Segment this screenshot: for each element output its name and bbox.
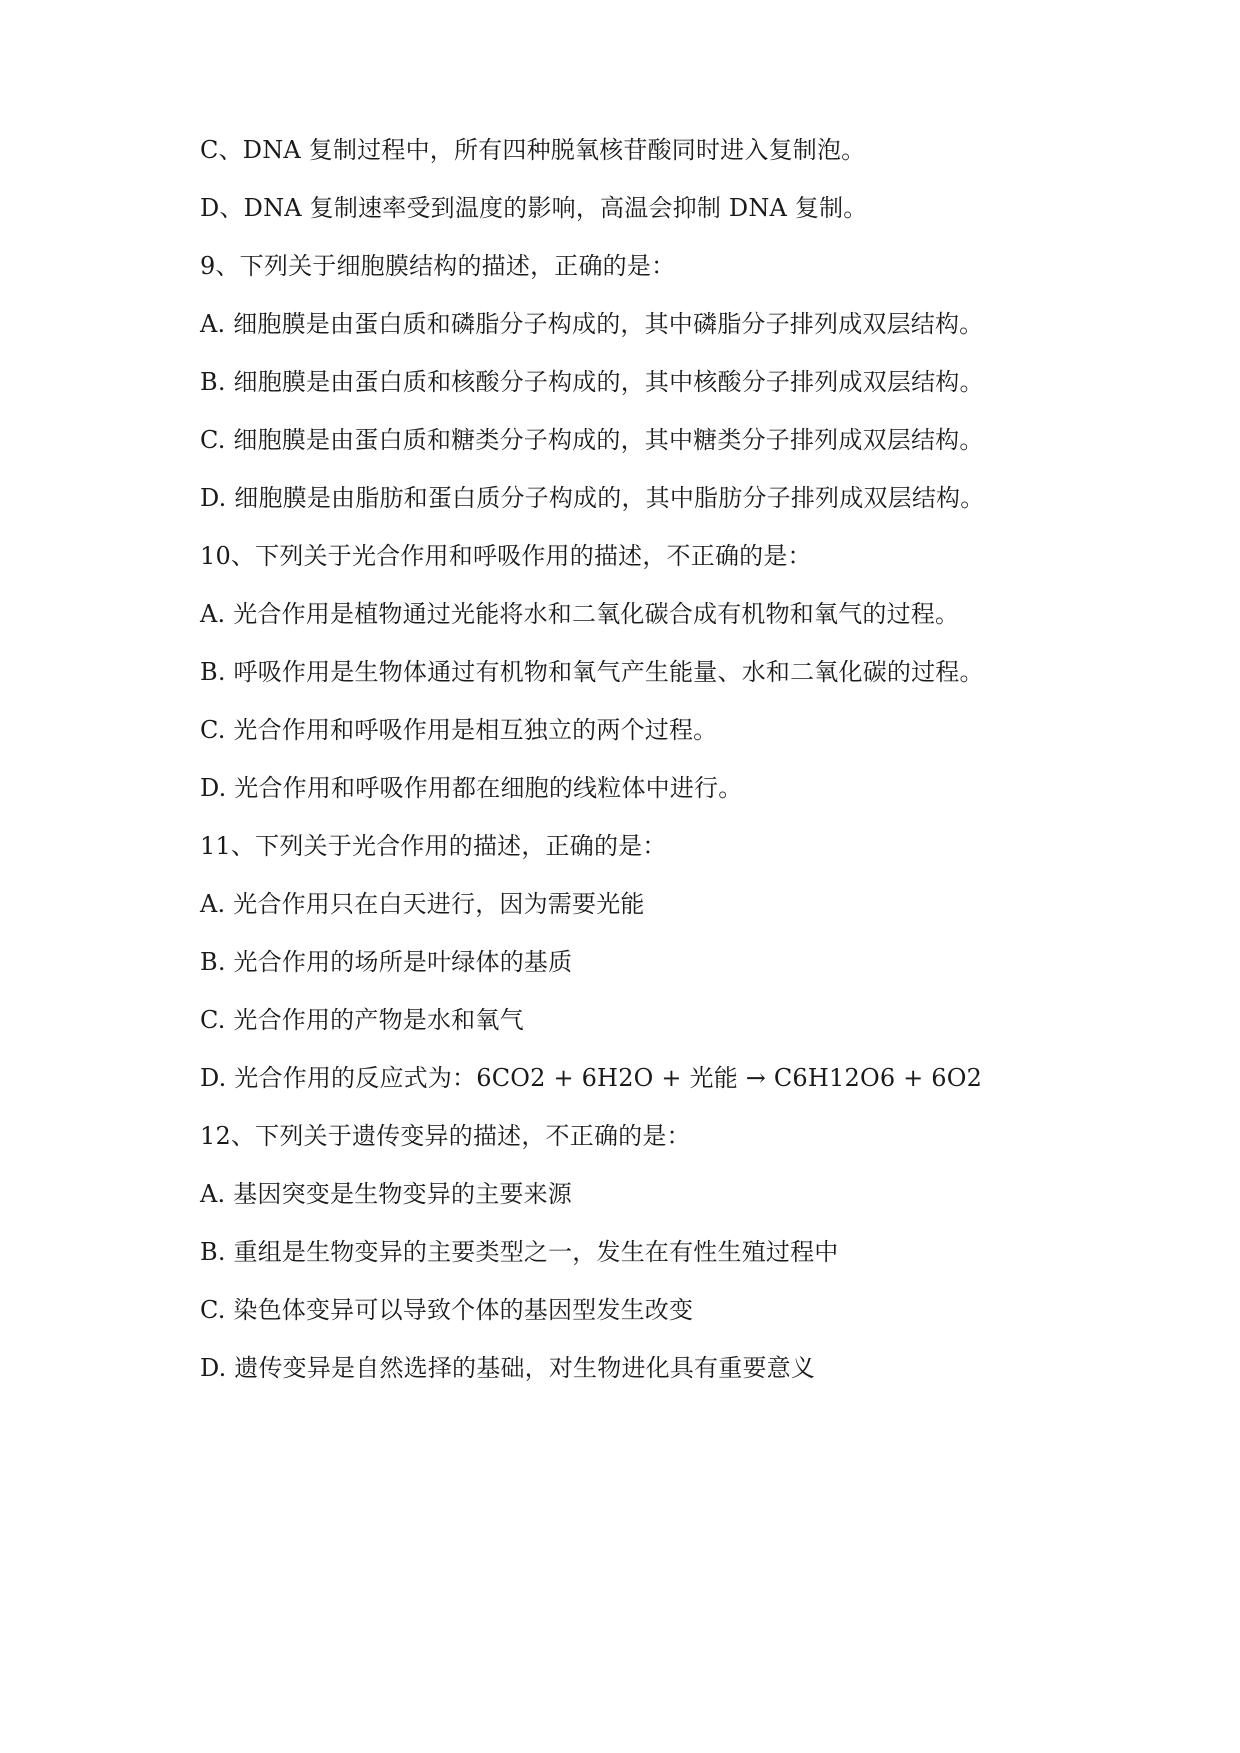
option-b-q11: B. 光合作用的场所是叶绿体的基质 xyxy=(200,948,573,976)
option-d-q9: D. 细胞膜是由脂肪和蛋白质分子构成的，其中脂肪分子排列成双层结构。 xyxy=(200,484,985,512)
option-c-q10: C. 光合作用和呼吸作用是相互独立的两个过程。 xyxy=(200,716,718,744)
option-b-q10: B. 呼吸作用是生物体通过有机物和氧气产生能量、水和二氧化碳的过程。 xyxy=(200,658,984,686)
option-a-q10: A. 光合作用是植物通过光能将水和二氧化碳合成有机物和氧气的过程。 xyxy=(200,600,960,628)
option-a-q12: A. 基因突变是生物变异的主要来源 xyxy=(200,1180,572,1208)
option-b-q9: B. 细胞膜是由蛋白质和核酸分子构成的，其中核酸分子排列成双层结构。 xyxy=(200,368,984,396)
option-d-q12: D. 遗传变异是自然选择的基础，对生物进化具有重要意义 xyxy=(200,1354,816,1382)
option-c-q8: C、DNA 复制过程中，所有四种脱氧核苷酸同时进入复制泡。 xyxy=(200,136,866,164)
option-d-q8: D、DNA 复制速率受到温度的影响，高温会抑制 DNA 复制。 xyxy=(200,194,868,222)
option-c-q12: C. 染色体变异可以导致个体的基因型发生改变 xyxy=(200,1296,694,1324)
option-a-q11: A. 光合作用只在白天进行，因为需要光能 xyxy=(200,890,645,918)
option-a-q9: A. 细胞膜是由蛋白质和磷脂分子构成的，其中磷脂分子排列成双层结构。 xyxy=(200,310,984,338)
question-11: 11、下列关于光合作用的描述，正确的是： xyxy=(200,832,667,860)
question-10: 10、下列关于光合作用和呼吸作用的描述，不正确的是： xyxy=(200,542,812,570)
question-12: 12、下列关于遗传变异的描述，不正确的是： xyxy=(200,1122,691,1150)
question-9: 9、下列关于细胞膜结构的描述，正确的是： xyxy=(200,252,676,280)
option-d-q10: D. 光合作用和呼吸作用都在细胞的线粒体中进行。 xyxy=(200,774,743,802)
option-c-q11: C. 光合作用的产物是水和氧气 xyxy=(200,1006,524,1034)
option-b-q12: B. 重组是生物变异的主要类型之一，发生在有性生殖过程中 xyxy=(200,1238,839,1266)
option-d-q11: D. 光合作用的反应式为：6CO2 + 6H2O + 光能 → C6H12O6 + 6O2 xyxy=(200,1064,983,1092)
option-c-q9: C. 细胞膜是由蛋白质和糖类分子构成的，其中糖类分子排列成双层结构。 xyxy=(200,426,984,454)
